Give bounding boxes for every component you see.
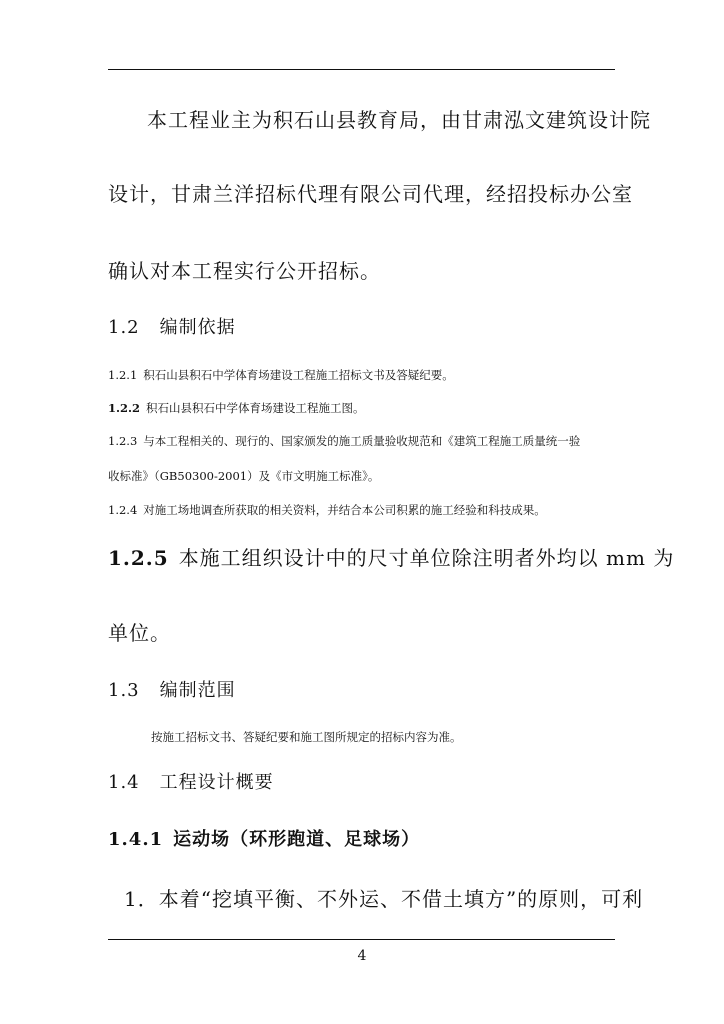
list-item xyxy=(108,542,674,571)
body-text: 按施工招标文书、答疑纪要和施工图所规定的招标内容为准。 xyxy=(151,730,462,744)
list-item xyxy=(124,883,643,912)
item-number: 1.2.2 xyxy=(108,401,141,415)
section-body xyxy=(151,729,462,745)
paragraph-text: 确认对本工程实行公开招标。 xyxy=(108,259,381,283)
item-number: 1.2.3 xyxy=(108,434,138,448)
section-number: 1.4 xyxy=(108,772,140,793)
list-item xyxy=(108,433,580,449)
item-number: 1.2.5 xyxy=(108,546,169,570)
item-text: 对施工场地调查所获取的相关资料，并结合本公司积累的施工经验和科技成果。 xyxy=(143,503,546,517)
item-text: 收标准》（GB50300-2001）及《市文明施工标准》。 xyxy=(108,469,380,483)
section-heading xyxy=(108,313,236,339)
header-rule xyxy=(108,69,615,70)
list-item-continuation xyxy=(108,468,379,484)
item-text: 积石山县积石中学体育场建设工程施工招标文书及答疑纪要。 xyxy=(143,368,454,382)
list-item xyxy=(108,502,546,518)
paragraph-line xyxy=(147,104,651,133)
section-number: 1.2 xyxy=(108,317,140,338)
subsection-title: 运动场（环形跑道、足球场） xyxy=(173,829,421,850)
item-text: 本施工组织设计中的尺寸单位除注明者外均以 mm 为 xyxy=(178,546,675,570)
item-number: 1.2.1 xyxy=(108,368,138,382)
subsection-heading xyxy=(108,825,420,851)
page-number: 4 xyxy=(357,948,367,964)
item-text: 单位。 xyxy=(108,621,171,645)
item-text: 本着“挖填平衡、不外运、不借土填方”的原则，可利 xyxy=(158,887,644,911)
section-heading xyxy=(108,768,274,794)
section-title: 编制范围 xyxy=(159,680,236,701)
list-marker: 1． xyxy=(124,887,159,911)
paragraph-line xyxy=(108,255,381,284)
paragraph-line xyxy=(108,178,633,207)
subsection-number: 1.4.1 xyxy=(108,829,164,850)
item-text: 积石山县积石中学体育场建设工程施工图。 xyxy=(146,401,365,415)
list-item xyxy=(108,400,365,416)
list-item xyxy=(108,367,454,383)
section-number: 1.3 xyxy=(108,680,140,701)
list-item-continuation xyxy=(108,617,171,646)
paragraph-text: 设计，甘肃兰洋招标代理有限公司代理，经招投标办公室 xyxy=(108,182,633,206)
item-number: 1.2.4 xyxy=(108,503,138,517)
paragraph-text: 本工程业主为积石山县教育局，由甘肃泓文建筑设计院 xyxy=(147,108,651,132)
section-title: 编制依据 xyxy=(159,317,236,338)
section-title: 工程设计概要 xyxy=(159,772,274,793)
footer-rule xyxy=(108,939,615,940)
section-heading xyxy=(108,676,236,702)
item-text: 与本工程相关的、现行的、国家颁发的施工质量验收规范和《建筑工程施工质量统一验 xyxy=(143,434,581,448)
